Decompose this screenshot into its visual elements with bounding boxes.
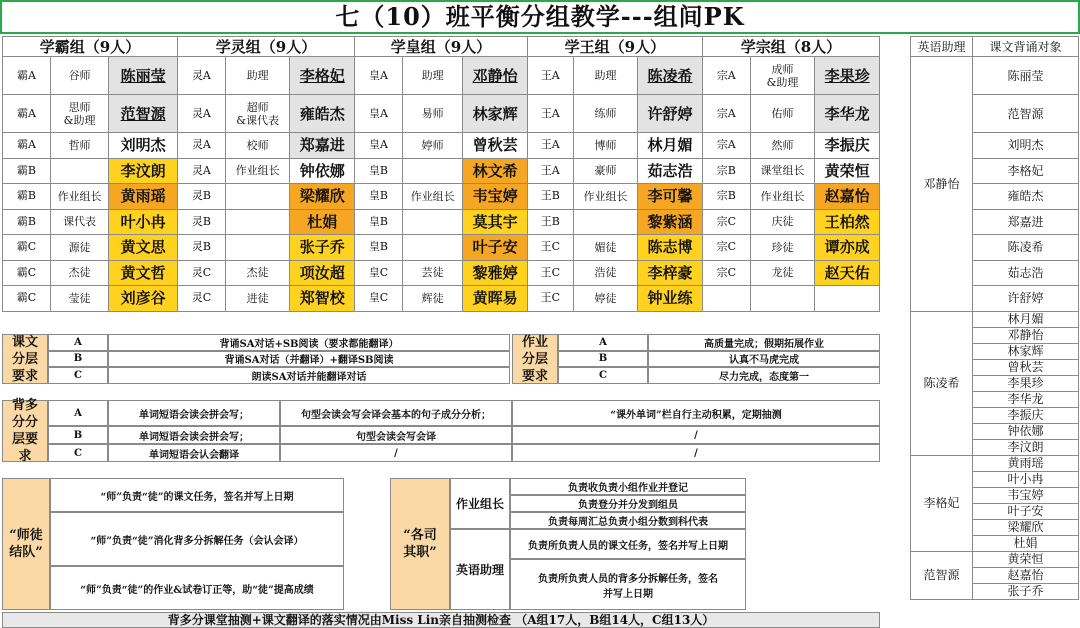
target-name: 韦宝婷 bbox=[973, 487, 1079, 503]
level-cell: 霸C bbox=[3, 260, 51, 286]
level-cell: 霸A bbox=[3, 57, 51, 95]
target-name: 叶子安 bbox=[973, 503, 1079, 519]
level-cell: 王B bbox=[527, 209, 573, 235]
grid-row bbox=[3, 184, 880, 210]
grid-row bbox=[3, 260, 880, 286]
tier-text: 朗读SA对话并能翻译对话 bbox=[108, 367, 510, 384]
level-cell: 皇A bbox=[355, 95, 403, 133]
student-name: 李华龙 bbox=[815, 95, 880, 133]
level-cell: 皇C bbox=[355, 286, 403, 312]
level-cell: 灵A bbox=[177, 158, 225, 184]
target-name: 杜娟 bbox=[973, 535, 1079, 551]
assistant-panel bbox=[910, 36, 1079, 600]
tier-extra-req: / bbox=[512, 426, 880, 444]
tier-level: C bbox=[48, 367, 108, 384]
student-name bbox=[815, 286, 880, 312]
target-name: 叶小冉 bbox=[973, 471, 1079, 487]
group-header: 学王组（9人） bbox=[527, 37, 702, 57]
student-name: 杜娟 bbox=[290, 209, 355, 235]
role-cell bbox=[225, 184, 290, 210]
student-name: 王柏然 bbox=[815, 209, 880, 235]
role-cell: 助理 bbox=[402, 57, 462, 95]
level-cell: 灵C bbox=[177, 260, 225, 286]
memorize-tier-label: 背多分分层要求 bbox=[2, 400, 48, 462]
assistant-name: 陈凌希 bbox=[911, 311, 973, 455]
role-cell: 助理 bbox=[225, 57, 290, 95]
student-name: 林家辉 bbox=[463, 95, 528, 133]
student-name: 李可馨 bbox=[638, 184, 703, 210]
student-name: 莫其宇 bbox=[463, 209, 528, 235]
role-cell: 易师 bbox=[402, 95, 462, 133]
role-cell bbox=[225, 235, 290, 261]
grid-row bbox=[3, 209, 880, 235]
target-name: 李果珍 bbox=[973, 375, 1079, 391]
tier-level: A bbox=[48, 400, 108, 426]
tier-text: 尽力完成，态度第一 bbox=[648, 367, 880, 384]
grid-row bbox=[3, 57, 880, 95]
student-name: 李梓豪 bbox=[638, 260, 703, 286]
role-cell: 辉徒 bbox=[402, 286, 462, 312]
target-name: 林月媚 bbox=[973, 311, 1079, 327]
group-header-row bbox=[3, 37, 880, 57]
mentor-rule: “师”负责“徒”消化背多分拆解任务（会认会译） bbox=[50, 512, 344, 566]
mentor-rule: “师”负责“徒”的课文任务，签名并写上日期 bbox=[50, 478, 344, 512]
role-cell: 龙徒 bbox=[750, 260, 815, 286]
level-cell: 王A bbox=[527, 57, 573, 95]
text-tier-label: 课文分层要求 bbox=[2, 334, 48, 384]
duty-item: 负责收负责小组作业并登记 bbox=[510, 478, 746, 495]
role-cell: 博师 bbox=[573, 133, 638, 159]
student-name: 许舒婷 bbox=[638, 95, 703, 133]
student-name: 黄文思 bbox=[109, 235, 178, 261]
level-cell: 王A bbox=[527, 158, 573, 184]
mentor-rule: “师”负责“徒”的作业&试卷订正等，助“徒”提高成绩 bbox=[50, 566, 344, 610]
student-name: 黄荣恒 bbox=[815, 158, 880, 184]
group-header: 学宗组（8人） bbox=[702, 37, 879, 57]
role-cell: 作业组长 bbox=[750, 184, 815, 210]
tier-word-req: 单词短语会认会翻译 bbox=[108, 444, 280, 462]
group-header: 学霸组（9人） bbox=[3, 37, 178, 57]
student-name: 邓静怡 bbox=[463, 57, 528, 95]
page-title: 七（10）班平衡分组教学---组间PK bbox=[0, 0, 1080, 34]
level-cell: 皇B bbox=[355, 209, 403, 235]
student-name: 叶子安 bbox=[463, 235, 528, 261]
role-cell: 谷师 bbox=[50, 57, 108, 95]
target-name: 张子乔 bbox=[973, 583, 1079, 599]
role-cell: 杰徒 bbox=[225, 260, 290, 286]
level-cell: 灵B bbox=[177, 235, 225, 261]
level-cell: 皇B bbox=[355, 158, 403, 184]
role-cell: 婷徒 bbox=[573, 286, 638, 312]
role-cell: 豪师 bbox=[573, 158, 638, 184]
role-cell: 作业组长 bbox=[402, 184, 462, 210]
role-cell bbox=[225, 209, 290, 235]
target-name: 李华龙 bbox=[973, 391, 1079, 407]
grid-row bbox=[3, 286, 880, 312]
role-cell bbox=[402, 235, 462, 261]
level-cell: 霸C bbox=[3, 235, 51, 261]
target-name: 许舒婷 bbox=[973, 286, 1079, 312]
role-cell: 校师 bbox=[225, 133, 290, 159]
target-name: 曾秋芸 bbox=[973, 359, 1079, 375]
level-cell: 霸A bbox=[3, 95, 51, 133]
role-cell: 婷师 bbox=[402, 133, 462, 159]
target-name: 赵嘉怡 bbox=[973, 567, 1079, 583]
role-cell: 浩徒 bbox=[573, 260, 638, 286]
level-cell: 灵A bbox=[177, 57, 225, 95]
role-cell: 思师 &助理 bbox=[50, 95, 108, 133]
duty-item: 负责所负责人员的课文任务，签名并写上日期 bbox=[510, 529, 746, 559]
student-name: 梁耀欣 bbox=[290, 184, 355, 210]
student-name: 张子乔 bbox=[290, 235, 355, 261]
level-cell: 灵B bbox=[177, 209, 225, 235]
target-name: 雍皓杰 bbox=[973, 184, 1079, 210]
level-cell: 霸C bbox=[3, 286, 51, 312]
role-cell: 课堂组长 bbox=[750, 158, 815, 184]
student-name: 项汝超 bbox=[290, 260, 355, 286]
role-cell: 进徒 bbox=[225, 286, 290, 312]
student-name: 钟业练 bbox=[638, 286, 703, 312]
target-header: 课文背诵对象 bbox=[973, 37, 1079, 57]
duty-item: 负责登分并分发到组员 bbox=[510, 495, 746, 512]
tier-text: 背诵SA对话（并翻译）+翻译SB阅读 bbox=[108, 351, 510, 368]
grid-row bbox=[3, 95, 880, 133]
level-cell: 王B bbox=[527, 184, 573, 210]
group-header: 学灵组（9人） bbox=[177, 37, 354, 57]
role-label: 作业组长 bbox=[450, 478, 510, 529]
student-name: 钟依娜 bbox=[290, 158, 355, 184]
level-cell: 皇B bbox=[355, 184, 403, 210]
role-cell: 作业组长 bbox=[225, 158, 290, 184]
student-name: 刘明杰 bbox=[109, 133, 178, 159]
tier-text: 认真不马虎完成 bbox=[648, 351, 880, 368]
student-name: 刘彦谷 bbox=[109, 286, 178, 312]
role-label: 英语助理 bbox=[450, 529, 510, 610]
assistant-name: 邓静怡 bbox=[911, 57, 973, 312]
level-cell: 王C bbox=[527, 235, 573, 261]
role-cell bbox=[402, 209, 462, 235]
student-name: 林月媚 bbox=[638, 133, 703, 159]
tier-sentence-req: 句型会读会写会译会基本的句子成分分析； bbox=[280, 400, 512, 426]
tier-level: C bbox=[558, 367, 648, 384]
duties-label: “各司其职” bbox=[390, 478, 450, 610]
assistant-name: 范智源 bbox=[911, 551, 973, 599]
student-name: 韦宝婷 bbox=[463, 184, 528, 210]
student-name: 谭亦成 bbox=[815, 235, 880, 261]
level-cell: 王A bbox=[527, 133, 573, 159]
mentor-label: “师徒结队” bbox=[2, 478, 50, 610]
level-cell: 灵B bbox=[177, 184, 225, 210]
level-cell: 灵C bbox=[177, 286, 225, 312]
role-cell: 哲师 bbox=[50, 133, 108, 159]
student-name: 范智源 bbox=[109, 95, 178, 133]
student-name: 黄文哲 bbox=[109, 260, 178, 286]
tier-level: C bbox=[48, 444, 108, 462]
tier-sentence-req: 句型会读会写会译 bbox=[280, 426, 512, 444]
tier-extra-req: / bbox=[512, 444, 880, 462]
tier-text: 高质量完成；假期拓展作业 bbox=[648, 334, 880, 351]
tier-level: B bbox=[48, 351, 108, 368]
target-name: 梁耀欣 bbox=[973, 519, 1079, 535]
level-cell: 宗A bbox=[702, 133, 750, 159]
student-name: 赵天佑 bbox=[815, 260, 880, 286]
student-name: 陈丽莹 bbox=[109, 57, 178, 95]
target-name: 钟依娜 bbox=[973, 423, 1079, 439]
student-name: 茹志浩 bbox=[638, 158, 703, 184]
assistant-name: 李格妃 bbox=[911, 455, 973, 551]
role-cell bbox=[573, 209, 638, 235]
role-cell: 佑师 bbox=[750, 95, 815, 133]
student-name: 陈凌希 bbox=[638, 57, 703, 95]
student-name: 黎紫涵 bbox=[638, 209, 703, 235]
target-name: 林家辉 bbox=[973, 343, 1079, 359]
role-cell: 超师 &课代表 bbox=[225, 95, 290, 133]
student-name: 李果珍 bbox=[815, 57, 880, 95]
student-name: 黄晖易 bbox=[463, 286, 528, 312]
group-header: 学皇组（9人） bbox=[355, 37, 528, 57]
role-cell: 成师 &助理 bbox=[750, 57, 815, 95]
student-name: 李汶朗 bbox=[109, 158, 178, 184]
level-cell: 宗C bbox=[702, 235, 750, 261]
student-name: 雍皓杰 bbox=[290, 95, 355, 133]
student-name: 郑嘉进 bbox=[290, 133, 355, 159]
level-cell: 皇B bbox=[355, 235, 403, 261]
role-cell: 媚徒 bbox=[573, 235, 638, 261]
student-name: 黄雨瑶 bbox=[109, 184, 178, 210]
student-name: 曾秋芸 bbox=[463, 133, 528, 159]
homework-tier-label: 作业分层要求 bbox=[512, 334, 558, 384]
target-name: 陈丽莹 bbox=[973, 57, 1079, 95]
tier-extra-req: “课外单词”栏自行主动积累，定期抽测 bbox=[512, 400, 880, 426]
tier-level: A bbox=[48, 334, 108, 351]
level-cell: 王C bbox=[527, 260, 573, 286]
level-cell: 宗C bbox=[702, 209, 750, 235]
role-cell: 练师 bbox=[573, 95, 638, 133]
target-name: 黄荣恒 bbox=[973, 551, 1079, 567]
level-cell: 灵A bbox=[177, 95, 225, 133]
level-cell: 灵A bbox=[177, 133, 225, 159]
role-cell: 源徒 bbox=[50, 235, 108, 261]
footer-note: 背多分课堂抽测+课文翻译的落实情况由Miss Lin亲自抽测检查 （A组17人，B组14人，C组13人） bbox=[2, 612, 880, 628]
level-cell: 霸A bbox=[3, 133, 51, 159]
target-name: 李振庆 bbox=[973, 407, 1079, 423]
student-name: 郑智校 bbox=[290, 286, 355, 312]
tier-level: B bbox=[48, 426, 108, 444]
role-cell bbox=[50, 158, 108, 184]
level-cell: 宗B bbox=[702, 184, 750, 210]
target-name: 李汶朗 bbox=[973, 439, 1079, 455]
tier-word-req: 单词短语会读会拼会写； bbox=[108, 426, 280, 444]
role-cell: 庆徒 bbox=[750, 209, 815, 235]
level-cell: 王C bbox=[527, 286, 573, 312]
level-cell: 皇A bbox=[355, 133, 403, 159]
level-cell: 宗A bbox=[702, 57, 750, 95]
level-cell: 霸B bbox=[3, 158, 51, 184]
role-cell: 珍徒 bbox=[750, 235, 815, 261]
role-cell: 作业组长 bbox=[50, 184, 108, 210]
role-cell: 助理 bbox=[573, 57, 638, 95]
tier-level: B bbox=[558, 351, 648, 368]
target-name: 陈凌希 bbox=[973, 235, 1079, 261]
role-cell: 杰徒 bbox=[50, 260, 108, 286]
role-cell: 莹徒 bbox=[50, 286, 108, 312]
level-cell: 王A bbox=[527, 95, 573, 133]
tier-text: 背诵SA对话+SB阅读（要求都能翻译） bbox=[108, 334, 510, 351]
grid-row bbox=[3, 158, 880, 184]
target-name: 茹志浩 bbox=[973, 260, 1079, 286]
student-name: 叶小冉 bbox=[109, 209, 178, 235]
tier-sentence-req: / bbox=[280, 444, 512, 462]
level-cell: 宗A bbox=[702, 95, 750, 133]
student-name: 林文希 bbox=[463, 158, 528, 184]
role-cell: 作业组长 bbox=[573, 184, 638, 210]
level-cell: 霸B bbox=[3, 209, 51, 235]
tier-level: A bbox=[558, 334, 648, 351]
grid-row bbox=[3, 133, 880, 159]
level-cell: 宗B bbox=[702, 158, 750, 184]
group-grid bbox=[2, 36, 880, 312]
level-cell bbox=[702, 286, 750, 312]
duty-item: 负责所负责人员的背多分拆解任务，签名并写上日期 bbox=[510, 559, 746, 610]
role-cell: 课代表 bbox=[50, 209, 108, 235]
tier-word-req: 单词短语会读会拼会写； bbox=[108, 400, 280, 426]
target-name: 郑嘉进 bbox=[973, 209, 1079, 235]
grid-row bbox=[3, 235, 880, 261]
target-name: 李格妃 bbox=[973, 158, 1079, 184]
student-name: 李格妃 bbox=[290, 57, 355, 95]
target-name: 黄雨瑶 bbox=[973, 455, 1079, 471]
student-name: 赵嘉怡 bbox=[815, 184, 880, 210]
level-cell: 皇C bbox=[355, 260, 403, 286]
target-name: 刘明杰 bbox=[973, 133, 1079, 159]
level-cell: 霸B bbox=[3, 184, 51, 210]
role-cell: 芸徒 bbox=[402, 260, 462, 286]
target-name: 邓静怡 bbox=[973, 327, 1079, 343]
duty-item: 负责每周汇总负责小组分数到科代表 bbox=[510, 512, 746, 529]
assistant-header: 英语助理 bbox=[911, 37, 973, 57]
target-name: 范智源 bbox=[973, 95, 1079, 133]
student-name: 陈志博 bbox=[638, 235, 703, 261]
student-name: 黎雅婷 bbox=[463, 260, 528, 286]
level-cell: 皇A bbox=[355, 57, 403, 95]
role-cell: 然师 bbox=[750, 133, 815, 159]
level-cell: 宗C bbox=[702, 260, 750, 286]
student-name: 李振庆 bbox=[815, 133, 880, 159]
role-cell bbox=[750, 286, 815, 312]
role-cell bbox=[402, 158, 462, 184]
